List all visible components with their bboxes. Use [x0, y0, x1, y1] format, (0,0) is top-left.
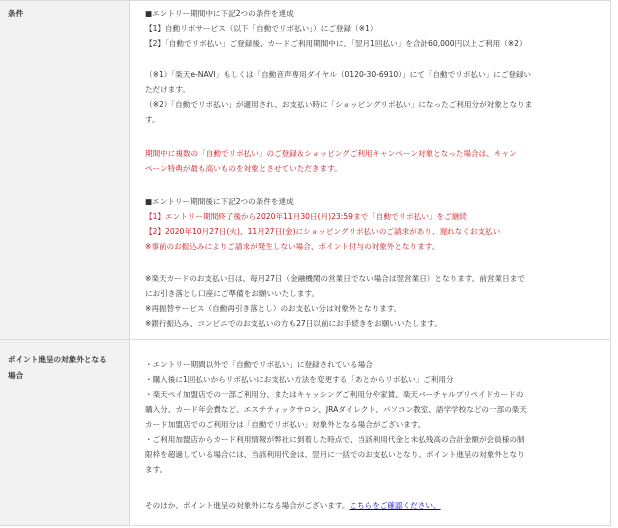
list-item: カード加盟店でのご利用分は「自動でリボ払い」対象外となる場合がございます。	[145, 420, 426, 429]
text-line: ■エントリー期間後に下記2つの条件を達成	[145, 197, 294, 206]
notice-text: ※事前のお振込みによりご請求が発生しない場合、ポイント付与の対象外となります。	[145, 242, 440, 251]
conditions-label-cell	[0, 1, 130, 340]
exclusion-label-line: 場合	[8, 371, 24, 380]
exclusion-label-line: ポイント進呈の対象外となる	[8, 355, 107, 364]
text-line: ■エントリー期間中に下記2つの条件を達成	[145, 9, 294, 18]
notice-text: 【1】エントリー期間終了後から2020年11月30日(月)23:59まで「自動でリボ払い」をご継続	[145, 212, 467, 221]
text-line: 【1】自動リボサービス（以下「自動でリボ払い」）にご登録（※1）	[145, 24, 378, 33]
list-item: ・購入後に1回払いからリボ払いにお支払い方法を変更する「あとからリボ払い」ご利用分	[145, 375, 454, 384]
list-item: 限枠を超過している場合には、当該利用代金は、翌月に一括でのお支払いとなり、ポイント進呈の対象外となり	[145, 450, 525, 459]
conditions-content-cell	[131, 1, 611, 340]
list-item: ます。	[145, 465, 168, 474]
text-line: ただけます。	[145, 85, 190, 94]
text-line: ※楽天カードのお支払い日は、毎月27日（金融機関の営業日でない場合は翌営業日）となります。前営業日まで	[145, 274, 525, 283]
list-item: ・エントリー期間以外で「自動でリボ払い」に登録されている場合	[145, 360, 373, 369]
notice-text: 【2】2020年10月27日(火)、11月27日(金)にショッピングリボ払いのご請求があり、遅れなくお支払い	[145, 227, 501, 236]
notice-text: ペーン特典が最も高いものを対象とさせていただきます。	[145, 164, 342, 173]
text-line: す。	[145, 115, 160, 124]
details-link[interactable]: こちらをご確認ください。	[349, 501, 441, 510]
text-line: ※銀行振込み、コンビニでのお支払いの方も27日以前にお手続きをお願いいたします。	[145, 319, 442, 328]
list-item: ・楽天ペイ加盟店での一部ご利用分、またはキャッシングご利用分や家賃、楽天バーチャルプリペイドカードの	[145, 390, 524, 399]
conditions-label: 条件	[8, 9, 24, 18]
text-line: （※2）「自動でリボ払い」が適用され、お支払い時に「ショッピングリボ払い」になったご利用分が対象となりま	[145, 100, 533, 109]
footer-note	[145, 498, 441, 513]
exclusion-content-cell	[131, 340, 611, 526]
footer-text: そのほか、ポイント進呈の対象外になる場合がございます。	[145, 501, 350, 510]
list-item: ・ご利用加盟店からカード利用情報が弊社に到着した時点で、当該利用代金と未払残高の合計金額が会員様の制	[145, 435, 525, 444]
text-line: にお引き落とし口座にご準備をお願いいたします。	[145, 289, 320, 298]
notice-text: 期間中に複数の「自動でリボ払い」のご登録＆ショッピングご利用キャンペーン対象となった場合は、キャン	[145, 149, 517, 158]
text-line: 【2】「自動でリボ払い」ご登録後、カードご利用期間中に、「翌月1回払い」を合計60,000円以上ご利用（※2）	[145, 39, 527, 48]
list-item: 購入分、カード年会費など、エステティックサロン、JRAダイレクト、パソコン教室、語学学校などの一部の楽天	[145, 405, 527, 414]
text-line: ※再振替サービス（自動再引き落とし）のお支払い分は対象外となります。	[145, 304, 402, 313]
text-line: （※1）「楽天e-NAVI」もしくは「自動音声専用ダイヤル（0120-30-6910）」にて「自動でリボ払い」にご登録い	[145, 70, 532, 79]
exclusion-label-cell	[0, 340, 130, 526]
